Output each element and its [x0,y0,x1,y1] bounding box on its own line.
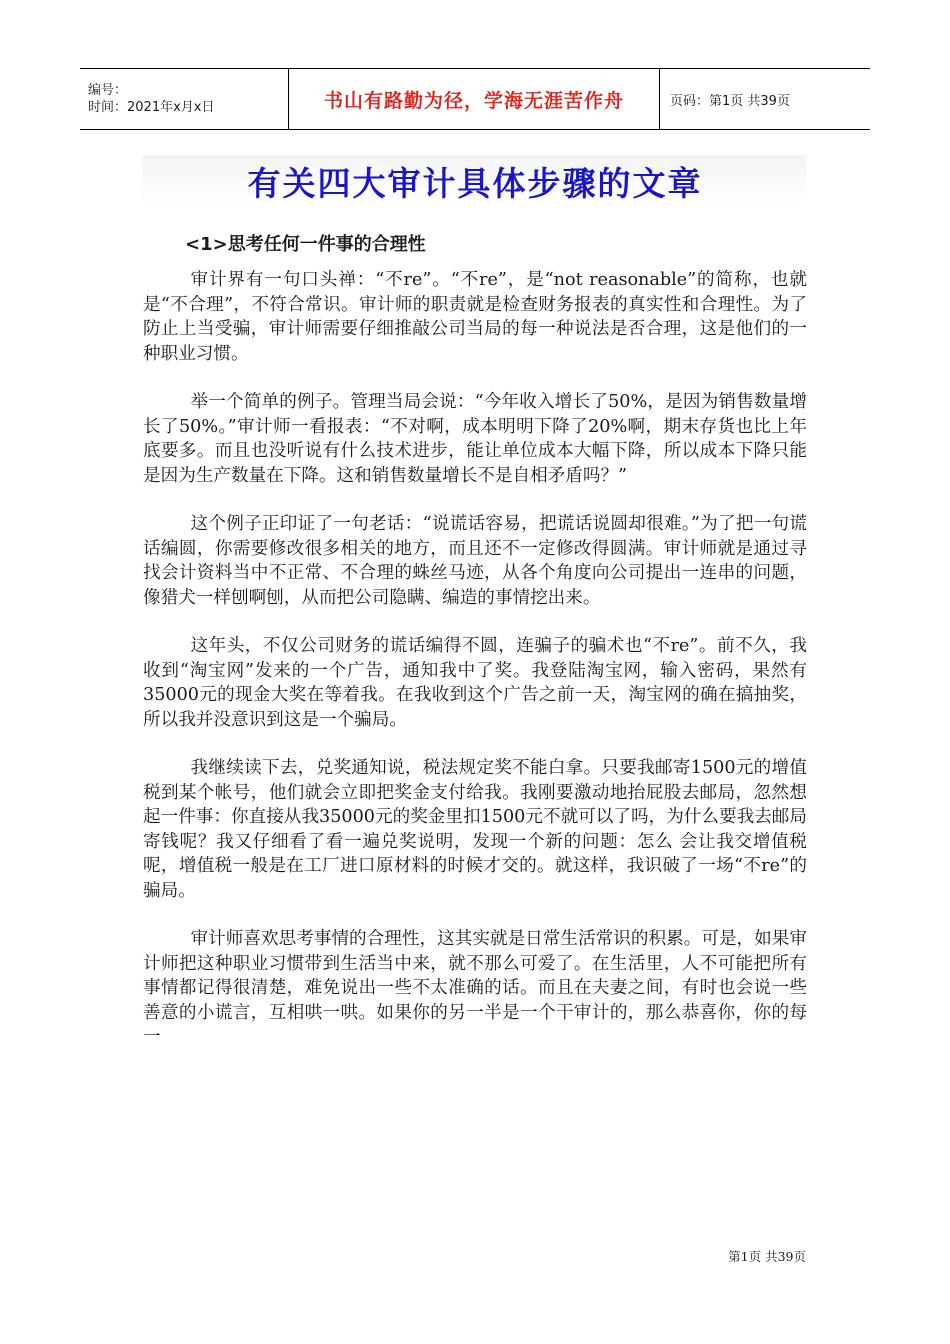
header-motto-cell [288,69,660,129]
paragraph: 审计师喜欢思考事情的合理性，这其实就是日常生活常识的积累。可是，如果审计师把这种职业习惯带到生活当中来，就不那么可爱了。在生活里，人不可能把所有事情都记得很清楚，难免说出一些不太准确的话。而且在夫妻之间，有时也会说一些善意的小谎言，互相哄一哄。如果你的另一半是一个干审计的，那么恭喜你，你的每一 [143,929,807,1047]
paragraph: 审计界有一句口头禅：“不re”。“不re”，是“not reasonable”的简称，也就是“不合理”，不符合常识。审计师的职责就是检查财务报表的真实性和合理性。为了防止上当受骗，审计师需要仔细推敲公司当局的每一种说法是否合理，这是他们的一种职业习惯。 [143,270,807,364]
paragraph: 这个例子正印证了一句老话：“说谎话容易，把谎话说圆却很难。”为了把一句谎话编圆，你需要修改很多相关的地方，而且还不一定修改得圆满。审计师就是通过寻找会计资料当中不正常、不合理的蛛丝马迹，从各个角度向公司提出一连串的问题，像猎犬一样刨啊刨，从而把公司隐瞒、编造的事情挖出来。 [143,514,807,608]
section-heading: <1>思考任何一件事的合理性 [185,234,426,255]
header-page-cell [660,69,870,129]
motto: 书山有路勤为径，学海无涯苦作舟 [323,89,624,112]
article-body [143,268,807,1074]
paragraph: 我继续读下去，兑奖通知说，税法规定奖不能白拿。只要我邮寄1500元的增值税到某个帐号，他们就会立即把奖金支付给我。我刚要激动地抬屁股去邮局，忽然想起一件事：你直接从我35000元的奖金里扣1500元不就可以了吗，为什么要我去邮局寄钱呢？我又仔细看了看一遍兑奖说明，发现一个新的问题：怎么 会让我交增值税呢，增值税一般是在工厂进口原材料的时候才交的。就这样，我识破了一场“不re”的骗局。 [143,758,807,901]
paragraph: 举一个简单的例子。管理当局会说：“今年收入增长了50%，是因为销售数量增长了50%。”审计师一看报表：“不对啊，成本明明下降了20%啊，期末存货也比上年底要多。而且也没听说有什么技术进步，能让单位成本大幅下降，所以成本下降只能是因为生产数量在下降。这和销售数量增长不是自相矛盾吗？” [143,392,807,486]
number-label: 编号： [88,83,128,98]
page-code: 页码：第1页 共39页 [670,93,790,109]
header-meta [80,69,288,129]
page-footer: 第1页 共39页 [728,1249,806,1264]
paragraph: 这年头，不仅公司财务的谎话编得不圆，连骗子的骗术也“不re”。前不久，我收到“淘宝网”发来的一个广告，通知我中了奖。我登陆淘宝网，输入密码，果然有35000元的现金大奖在等着我。在我收到这个广告之前一天，淘宝网的确在搞抽奖，所以我并没意识到这是一个骗局。 [143,636,807,730]
header-table [80,68,870,130]
page-title: 有关四大审计具体步骤的文章 [247,164,703,203]
time-label: 时间：2021年x月x日 [88,100,215,115]
